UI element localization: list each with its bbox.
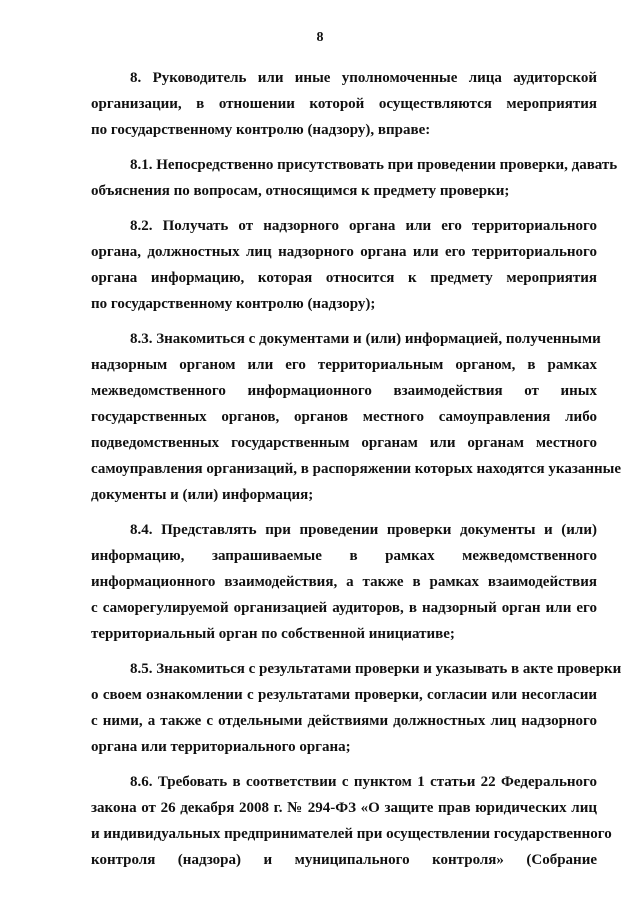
text-line: объяснения по вопросам, относящимся к предмету проверки; — [91, 183, 510, 199]
paragraph — [91, 769, 612, 873]
paragraph — [91, 65, 597, 143]
text-line: органа или территориального органа; — [91, 739, 351, 755]
paragraph — [91, 517, 597, 647]
text-line: межведомственного информационного взаимодействия от иных — [91, 383, 597, 399]
text-line: 8.6. Требовать в соответствии с пунктом 1 статьи 22 Федерального — [130, 774, 597, 790]
text-line: 8.4. Представлять при проведении проверки документы и (или) — [130, 522, 597, 538]
text-line: о своем ознакомлении с результатами проверки, согласии или несогласии — [91, 687, 597, 703]
paragraph — [91, 656, 622, 760]
text-line: органа информацию, которая относится к предмету мероприятия — [91, 270, 597, 286]
text-line: по государственному контролю (надзору), вправе: — [91, 122, 431, 138]
text-line: закона от 26 декабря 2008 г. № 294-ФЗ «О защите прав юридических лиц — [91, 800, 597, 816]
text-line: 8.1. Непосредственно присутствовать при проведении проверки, давать — [130, 157, 618, 173]
text-line: с ними, а также с отдельными действиями должностных лиц надзорного — [91, 713, 597, 729]
paragraph — [91, 152, 618, 204]
text-line: самоуправления организаций, в распоряжении которых находятся указанные — [91, 461, 621, 477]
text-line: информационного взаимодействия, а также в рамках взаимодействия — [91, 574, 597, 590]
text-line: надзорным органом или его территориальным органом, в рамках — [91, 357, 597, 373]
text-line: контроля (надзора) и муниципального контроля» (Собрание — [91, 852, 597, 868]
paragraph — [91, 326, 621, 508]
document-body — [91, 65, 622, 882]
text-line: 8. Руководитель или иные уполномоченные лица аудиторской — [130, 70, 597, 86]
text-line: подведомственных государственным органам или органам местного — [91, 435, 597, 451]
text-line: 8.2. Получать от надзорного органа или его территориального — [130, 218, 597, 234]
text-line: 8.3. Знакомиться с документами и (или) информацией, полученными — [130, 331, 601, 347]
text-line: организации, в отношении которой осуществляются мероприятия — [91, 96, 597, 112]
text-line: и индивидуальных предпринимателей при осуществлении государственного — [91, 826, 612, 842]
text-line: 8.5. Знакомиться с результатами проверки и указывать в акте проверки — [130, 661, 622, 677]
page-number: 8 — [316, 30, 324, 45]
text-line: документы и (или) информация; — [91, 487, 314, 503]
text-line: с саморегулируемой организацией аудиторов, в надзорный орган или его — [91, 600, 597, 616]
paragraph — [91, 213, 597, 317]
text-line: органа, должностных лиц надзорного органа или его территориального — [91, 244, 597, 260]
text-line: государственных органов, органов местного самоуправления либо — [91, 409, 597, 425]
text-line: территориальный орган по собственной инициативе; — [91, 626, 455, 642]
text-line: по государственному контролю (надзору); — [91, 296, 376, 312]
text-line: информацию, запрашиваемые в рамках межведомственного — [91, 548, 597, 564]
